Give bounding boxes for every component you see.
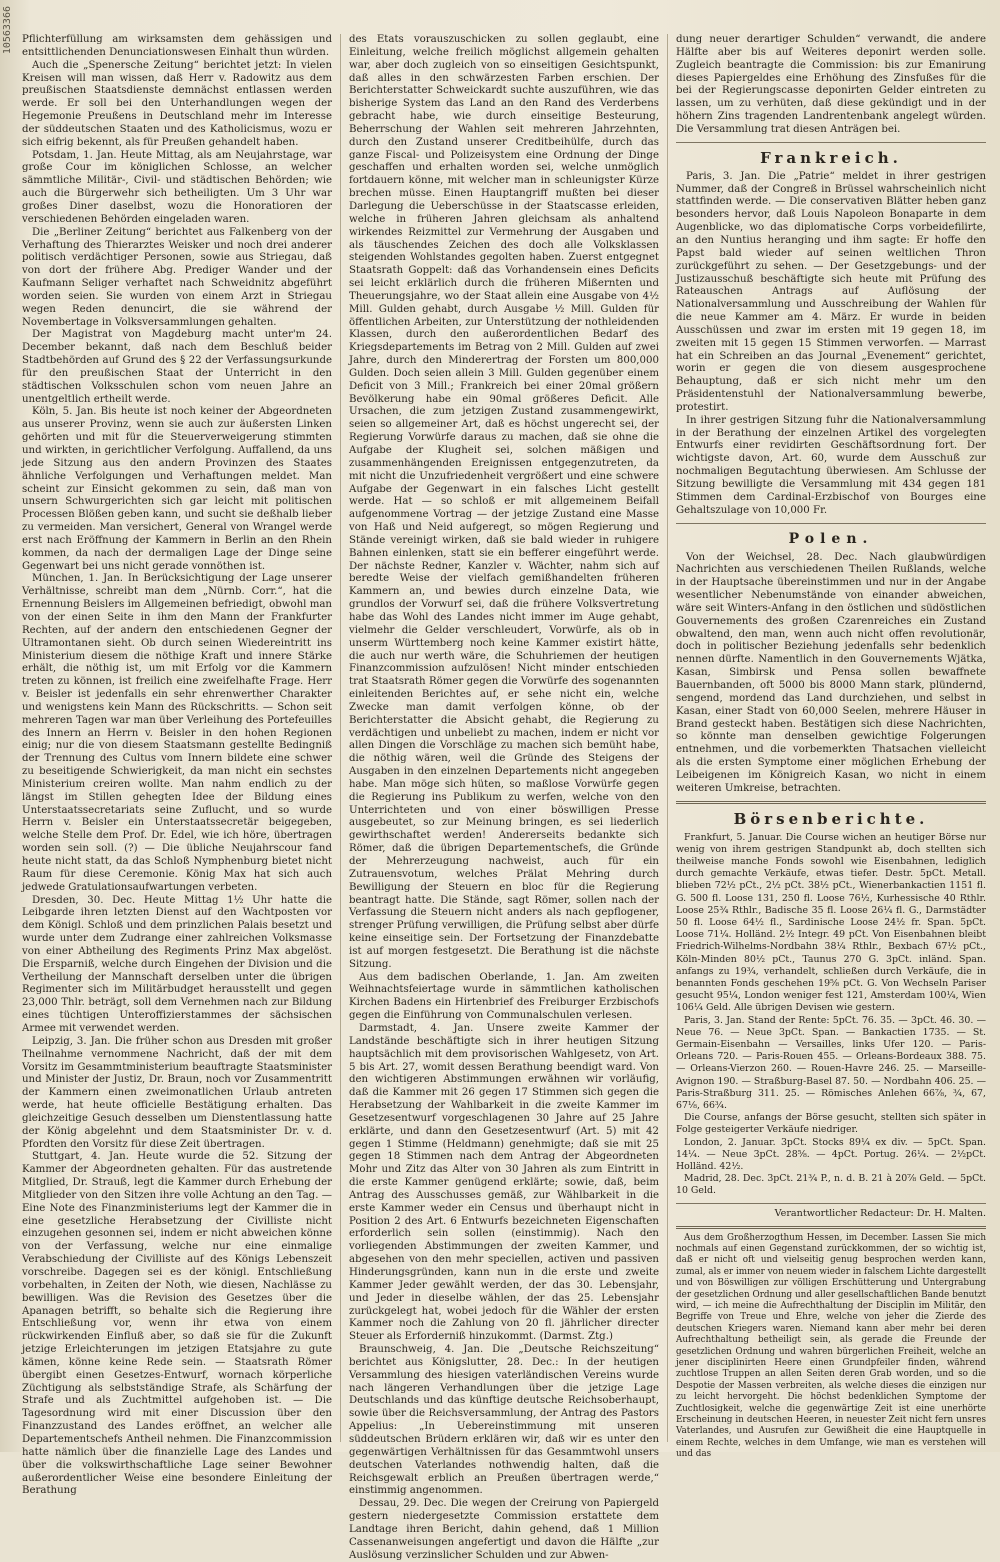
section-rule [676,1203,986,1204]
supplement-article [676,1233,986,1461]
article-paragraph: Köln, 5. Jan. Bis heute ist noch keiner der Abgeordneten aus unserer Provinz, wenn sie auch zur äußersten Linken gehörten und mit für die Steuerverweigerung stimmten und wirkten, in gerichtlicher Verfolgung. Auffallend, da uns jede Sitzung aus den andern Provinzen des Staates ähnliche Verfolgungen und Verhaftungen meldet. Man scheint zur Einsicht gekommen zu sein, daß man von unsern Schwurgerichten sich gar leicht mit politischen Processen Blößen geben kann, und sucht sie deßhalb lieber zu vermeiden. Man versichert, General von Wrangel werde erst nach Eröffnung der Kammern in Berlin an den Rhein kommen, da nach der dermaligen Lage der Dinge seine Gegenwart bei uns nicht gerade vonnöthen ist. [22,406,332,572]
stock-report: London, 2. Januar. 3pCt. Stocks 89¼ ex div. — 5pCt. Span. 14¼. — Neue 3pCt. 28⅝. — 4pCt. Portug. 26¼. — 2½pCt. Holländ. 42½. [676,1136,986,1173]
section-rule [676,801,986,804]
article-paragraph: Stuttgart, 4. Jan. Heute wurde die 52. Sitzung der Kammer der Abgeordneten gehalten. Für das austretende Mitglied, Dr. Strauß, legt die Kammer durch Erhebung der Mitglieder von den Sitzen ihre volle Achtung an den Tag. — Eine Note des Finanzministeriums legt der Kammer die in eine gesetzliche Herabsetzung der Civilliste nicht einzugehen gesonnen sei, indem er nicht abweichen könne von der Verfassung, welche nur eine einmalige Verabschiedung der Civilliste auf des Königs Lebenszeit vorschreibe. Dagegen sei es der königl. Entschließung vorbehalten, in Zeiten der Noth, wie diesen, Nachlässe zu bewilligen. Was die Revision des Gesetzes über die Apanagen betrifft, so behalte sich die Regierung ihre Entschließung vor, wenn ihr etwa von einem rückwirkenden Einfluß aber, so daß sie für die Zukunft jetzige Erleichterungen im jetzigen Etatsjahre zu gute kämen, könne keine Rede sein. — Staatsrath Römer übergibt einen Gesetzes-Entwurf, wornach körperliche Züchtigung als selbstständige Strafe, als Schärfung der Strafe und als Zuchtmittel aufgehoben ist. — Die Tagesordnung wird mit einer Discussion über den Finanzzustand des Landes eröffnet, an welcher alle Departementschefs Antheil nehmen. Die Finanzcommission hatte nämlich über die finanzielle Lage des Landes und über die volkswirthschaftliche Lage seiner Bewohner außerordentlicher Weise eine besondere Einleitung der Berathung [22,1151,332,1497]
section-heading-poland: Polen. [788,530,874,547]
article-paragraph: Pflichterfüllung am wirksamsten dem gehässigen und entsittlichenden Denunciationswesen Einhalt thun würden. [22,34,332,58]
article-paragraph: In ihrer gestrigen Sitzung fuhr die Nationalversammlung in der Berathung der einzelnen Artikel des vorgelegten Entwurfs einer revidirten Geschäftsordnung fort. Der wichtigste davon, Art. 60, wurde dem Ausschuß zur nochmaligen Begutachtung überwiesen. Am Schlusse der Sitzung bewilligte die Versammlung mit 434 gegen 181 Stimmen dem Cardinal-Erzbischof von Bourges eine Gehaltszulage von 10,000 Fr. [676,414,986,516]
article-paragraph: Paris, 3. Jan. Die „Patrie“ meldet in ihrer gestrigen Nummer, daß der Congreß in Brüssel wahrscheinlich nicht stattfinden werde. — Die conservativen Blätter heben ganz besonders hervor, daß Louis Napoleon Bonaparte in dem Augenblicke, wo das diplomatische Corps vorbeidefilirte, an den Nuntius heranging und ihm sagte: Er hoffe den Papst bald wieder auf seinen weltlichen Thron zurückgeführt zu sehen. — Der Gesetzgebungs- und der Justizausschuß beschäftigte sich heute mit Prüfung des Rateauschen Antrags auf Auflösung der Nationalversammlung und Ausschreibung der Wahlen für die neue Kammer am 4. März. Er wurde in beiden Ausschüssen und zwar im ersten mit 19 gegen 18, im zweiten mit 15 gegen 15 Stimmen verworfen. — Marrast hat ein Schreiben an das Journal „Evenement“ gerichtet, worin er gegen die von diesem ausgesprochene Behauptung, daß er sich nicht mehr um den Präsidentenstuhl der Nationalversammlung bewerbe, protestirt. [676,170,986,413]
article-paragraph: des Etats vorauszuschicken zu sollen geglaubt, eine Einleitung, welche freilich möglichst allgemein gehalten war, aber doch zugleich von so einseitigen Gesichtspunkt, daß alles in den schwärzesten Farben erschien. Der Berichterstatter Schweickardt suchte auszuführen, wie das bisherige System das Land an den Rand des Verderbens gebracht habe, wie durch einseitige Besteurung, Beherrschung der Wahlen seit mehreren Jahrzehnten, durch den Zustand unserer Creditbeihülfe, durch das ganze Fiscal- und Polizeisystem eine Ordnung der Dinge geschaffen und erhalten worden sei, welche unmöglich fortdauern könne, mit welcher man in schleunigster Kürze brechen müsse. Einen Hauptangriff mußten bei dieser Darlegung die Ueberschüsse in der Staatscasse erleiden, welche in früheren Jahren gleichsam als anhaltend wirkendes Reizmittel zur Vermehrung der Ausgaben und als täuschendes Zeichen des doch alle Volksklassen steigenden Wohlstandes gegolten haben. Zuerst entgegnet Staatsrath Goppelt: daß das Vorhandensein eines Deficits sei leicht erklärlich durch die früheren Mißernten und Theuerungsjahre, wo der Staat allein eine Ausgabe von 4½ Mill. Gulden gehabt, durch Ausgabe ½ Mill. Gulden für öffentlichen Arbeiten, zur Unterstützung der nothleidenden Klassen, durch den außerordentlichen Bedarf des Kriegsdepartements im Betrag von 2 Mill. Gulden auf zwei Jahre, durch den Minderertrag der Forsten um 800,000 Gulden. Doch seien allein 3 Mill. Gulden gegenüber einem Deficit von 3 Mill.; Frankreich bei einer 20mal größern Bevölkerung habe ein 90mal größeres Deficit. Alle Ursachen, die zum jetzigen Zustand zusammengewirkt, seien so allgemeiner Art, daß es höchst ungerecht sei, der Regierung Vorwürfe daraus zu machen, daß sie ohne die Aufgabe der Klugheit sei, solchen mäßigen und zusammenhängenden Ereignissen entgegenzutreten, da mit nicht die Unzufriedenheit vergrößert und eine schwere Aufgabe der Gegenwart in ein falsches Licht gestellt werde. Hat — so schloß er mit allgemeinem Beifall aufgenommene Vortrag — der jetzige Zustand eine Masse von Haß und Neid aufgeregt, so mögen Regierung und Stände vereinigt wirken, daß sie bald wieder in ruhigere Bahnen einlenken, statt sie ein befferer eingeführt werde. Der nächste Redner, Kanzler v. Wächter, nahm sich auf beredte Weise der vielfach gemißhandelten früheren Kammern an, und bewies durch einzelne Data, wie grundlos der Vorwurf sei, daß die frühere Volksvertretung habe das Wohl des Landes nicht immer im Auge gehabt, vielmehr die Gelder verschleudert, Vorwürfe, als ob in unserm Württemberg noch keine Kammer existirt hätte, die auch nur werth wäre, die Schuhriemen der heutigen Finanzcommission aufzulösen! Nicht minder entschieden trat Staatsrath Römer gegen die Vorwürfe des sogenannten einleitenden Berichtes auf, er sehe nicht ein, welche Zwecke man damit verfolgen könne, ob der Berichterstatter die Absicht gehabt, die Regierung zu verdächtigen und unbeliebt zu machen, indem er nicht vor allen Dingen die Vorschläge zu machen sich bemüht habe, die nöthig wären, weil die Gründe des Steigens der Ausgaben in den einzelnen Departements nicht angegeben habe. Man möge sich hüten, so maßlose Vorwürfe gegen die Regierung ins Publikum zu werfen, welche von den Unterrichteten und von einer böswilligen Presse ausgebeutet, so zur Meinung bringen, es sei liederlich gewirthschaftet werden! Andererseits bedankte sich Römer, daß die übrigen Departementschefs, die Gründe der Mehrerzeugung nachweist, auch für ein Zutrauensvotum, welches Prälat Mehring durch Bewilligung der Steuern en bloc für die Regierung beantragt hatte. Die Stände, sagt Römer, sollen nach der Verfassung die Steuern nicht anders als nach gepflogener, strenger Prüfung verwilligen, die Prüfung selbst aber dürfe keine einseitige sein. Der Fortsetzung der Finanzdebatte ist auf morgen festgesetzt. Die Berathung ist die nächste Sitzung. [349,34,659,970]
article-paragraph: Aus dem Großherzogthum Hessen, im December. Lassen Sie mich nochmals auf einen Gegenstand zurückkommen, der so wichtig ist, daß er nicht oft und vielseitig genug besprochen werden kann, zumal, als er immer von neuem wieder in falschem Lichte dargestellt und von Böswilligen zur völligen Erschütterung und Untergrabung der gesetzlichen Ordnung und aller gesellschaftlichen Bande benutzt wird, — ich meine die Aufrechthaltung der Disciplin im Militär, den Begriffe von Treue und Ehre, welche von jeher die Zierde des deutschen Kriegers waren. Niemand kann aber mehr bei deren Aufrechthaltung betheiligt sein, als gerade die Freunde der gesetzlichen Ordnung und wahren bürgerlichen Freiheit, welche an jener disciplinirten Heere einen Grundpfeiler finden, während zuchtlose Truppen an allen Seiten deren Grab worden, und so die Despotie der Massen verbreiten, als welche dieses die einzigen nur zu leicht hervorgeht. Die höchst bedenklichen Symptome der Zuchtlosigkeit, welche die gegenwärtige Zeit ist eine unerhörte Erscheinung in deutschen Heeren, in neuester Zeit nicht fern unsres Vaterlandes, und Ausrufen zur Gewißheit die eine Hauptquelle in einem Rechte, welches in dem Umfange, wie man es verstehen will und das [676,1232,986,1460]
section-rule [676,142,986,143]
stock-report: Paris, 3. Jan. Stand der Rente: 5pCt. 76. 35. — 3pCt. 46. 30. — Neue 76. — Neue 3pCt. Span. — Bankactien 1735. — St. Germain-Eisenbahn — Versailles, links Ufer 120. — Paris-Orleans 720. — Paris-Rouen 455. — Orleans-Bordeaux 388. 75. — Orleans-Vierzon 260. — Rouen-Havre 246. 25. — Marseille-Avignon 190. — Straßburg-Basel 87. 50. — Nordbahn 406. 25. — Paris-Straßburg 311. 25. — Römisches Anlehen 66⅞, ¾, 67, 67⅛, 66¾. [676,1014,986,1112]
column-3 [667,34,986,1460]
stock-reports [676,832,986,1198]
column-1 [22,34,332,1497]
page-id: 10563366 [2,6,13,55]
article-paragraph: Dessau, 29. Dec. Die wegen der Creirung von Papiergeld gestern niedergesetzte Commission erstattete dem Landtage ihren Bericht, dahin gehend, daß 1 Million Cassenanweisungen angefertigt und davon die Hälfte „zur Auslösung verzinslicher Schulden und zur Abwen- [349,1498,659,1561]
article-paragraph: Braunschweig, 4. Jan. Die „Deutsche Reichszeitung“ berichtet aus Königslutter, 28. Dec.: In der heutigen Versammlung des hiesigen vaterländischen Vereins wurde nach längeren Verhandlungen über die jetzige Lage Deutschlands und das künftige deutsche Reichsoberhaupt, sowie über die Reichsversammlung, der Antrag des Pastors Appelius: „In Uebereinstimmung mit unseren süddeutschen Brüdern erklären wir, daß wir es unter den gegenwärtigen Verhältnissen für das Gesammtwohl unsers deutschen Vaterlandes nothwendig halten, daß die Reichsgewalt erblich an Preußen übertragen werde,“ einstimmig angenommen. [349,1344,659,1497]
editor-line: Verantwortlicher Redacteur: Dr. H. Malten. [774,1207,986,1219]
article-paragraph: München, 1. Jan. In Berücksichtigung der Lage unserer Verhältnisse, schreibt man dem „Nürnb. Corr.“, hat die Ernennung Beislers im Allgemeinen befriedigt, obwohl man von der einen Seite in ihm den Mann der Frankfurter Rechten, auf der andern den entschiedenen Gegner der Ultramontanen sieht. Ob durch seinen Wiedereintritt ins Ministerium diesem die nöthige Kraft und innere Stärke erhält, die nöthig ist, um mit Erfolg vor die Kammern treten zu können, ist freilich eine zweifelhafte Frage. Herr v. Beisler ist jedenfalls ein sehr ehrenwerther Charakter und wenigstens kein Mann des Rückschritts. — Schon seit mehreren Tagen war man über Verleihung des Portefeuilles des Innern an Herrn v. Beisler in den hohen Regionen einig; nur die von diesem Staatsmann gestellte Bedingniß der Trennung des Cultus vom Innern bildete eine schwer zu beseitigende Schwierigkeit, da man nicht ein sechstes Ministerium creiren wollte. Man nahm endlich zu der längst im Stillen gehegten Idee der Bildung eines Unterstaatssecretariats seine Zuflucht, und so wurde Herrn v. Beisler ein Unterstaatssecretär beigegeben, welche Stelle dem Prof. Dr. Edel, wie ich höre, übertragen worden sein soll. (?) — Die übliche Neujahrscour fand heute nicht statt, da das Schloß Nymphenburg bietet nicht Raum für diese Ceremonie. König Max hat sich auch jedwede Gratulationsaufwartungen verbeten. [22,573,332,893]
section-rule [676,1226,986,1229]
stock-report: Madrid, 28. Dec. 3pCt. 21¾ P., n. d. B. 21 à 20⅞ Geld. — 5pCt. 10 Geld. [676,1173,986,1197]
article-paragraph: Leipzig, 3. Jan. Die früher schon aus Dresden mit großer Theilnahme vernommene Nachricht, daß der mit dem Vorsitz im Gesammtministerium beauftragte Staatsminister und Minister der Justiz, Dr. Braun, noch vor Zusammentritt der Kammern einen zweimonatlichen Urlaub antreten werde, hat heute officielle Bestätigung erhalten. Das gleichzeitige Gesuch desselben um Dienstentlassung hatte der König abgelehnt und dem Staatsminister Dr. v. d. Pfordten den Vorsitz für diese Zeit übertragen. [22,1035,332,1150]
article-paragraph: Auch die „Spenersche Zeitung“ berichtet jetzt: In vielen Kreisen will man wissen, daß Herr v. Radowitz aus dem preußischen Staatsdienste demnächst entlassen werden werde. Er soll bei den Unterhandlungen wegen der Hegemonie Preußens in Deutschland mehr im Interesse der süddeutschen Staaten und des Katholicismus, wozu er sich eifrig bekennt, als für Preußen gehandelt haben. [22,59,332,148]
article-paragraph: dung neuer derartiger Schulden“ verwandt, die andere Hälfte aber bis auf Weiteres deponirt werden solle. Zugleich beantragte die Commission: bis zur Emanirung dieses Papiergeldes eine Erhöhung des Zinsfußes für die bei der Regierungscasse deponirten Gelder eintreten zu lassen, um zu verhüten, daß diese gekündigt und in der höhern Zins tragenden Landrentenbank angelegt würden. Die Versammlung trat diesen Anträgen bei. [676,34,986,135]
section-heading-france: Frankreich. [760,148,902,167]
article-paragraph: Dresden, 30. Dec. Heute Mittag 1½ Uhr hatte die Leibgarde ihren letzten Dienst auf den Wachtposten vor dem Königl. Schloß und dem prinzlichen Palais besetzt und wurde unter dem Zudrange einer zahlreichen Volksmasse von einer Abtheilung des Regiments Prinz Max abgelöst. Die Ersparniß, welche durch Eingehen der Division und die Vertheilung der Mannschaft derselben unter die übrigen Regimenter sich im Militärbudget herausstellt und gegen 23,000 Thlr. beträgt, soll dem Vernehmen nach zur Bildung eines tüchtigen Unteroffizierstammes der sächsischen Armee mit verwendet werden. [22,894,332,1034]
section-heading-boerse: Börsenberichte. [733,809,929,828]
stock-report: Die Course, anfangs der Börse gesucht, stellten sich später in Folge gesteigerter Verkäufe niedriger. [676,1112,986,1136]
article-paragraph: Potsdam, 1. Jan. Heute Mittag, als am Neujahrstage, war große Cour im königlichen Schlosse, an welcher sämmtliche Militär-, Civil- und städtischen Behörden; wie auch die Bürgerwehr sich betheiligten. Um 3 Uhr war großes Diner daselbst, wozu die Honoratioren der verschiedenen Behörden eingeladen waren. [22,149,332,225]
columns [22,34,986,1561]
article-paragraph: Die „Berliner Zeitung“ berichtet aus Falkenberg von der Verhaftung des Thierarztes Weisker und noch drei anderer politisch verdächtiger Personen, sowie aus Striegau, daß von dort der frühere Abg. Prediger Wander und der Kaufmann Seliger verhaftet nach Schweidnitz abgeführt worden seien. Sie wurden von einem Arzt in Striegau wegen Reden denuncirt, die sie während der Novembertage in Volksversammlungen gehalten. [22,226,332,328]
article-paragraph: Von der Weichsel, 28. Dec. Nach glaubwürdigen Nachrichten aus verschiedenen Theilen Rußlands, welche in der Hauptsache übereinstimmen und nur in der Angabe wesentlicher Nebenumstände von einander abweichen, wäre seit Winters-Anfang in den östlichen und südöstlichen Gouvernements des großen Czarenreiches ein Zustand obwaltend, den man, wenn auch nicht offen revolutionär, doch in politischer Beziehung jedenfalls sehr bedenklich nennen dürfte. Namentlich in den Gouvernements Wjätka, Kasan, Simbirsk und Pensa sollen bewaffnete Bauernbanden, oft 5000 bis 8000 Mann stark, plündernd, sengend, mordend das Land durchziehen, und selbst in Kasan, einer Stadt von 60,000 Seelen, mehrere Häuser in Brand gesteckt haben. Bestätigen sich diese Nachrichten, so könnte man denselben gewichtige Folgerungen entnehmen, und die vorbemerkten Thatsachen vielleicht als die ersten Symptome einer möglichen Erhebung der Leibeigenen im Königreich Kasan, wo nicht in einem weiteren Umkreise, betrachten. [676,551,986,794]
section-rule [676,523,986,524]
article-paragraph: Aus dem badischen Oberlande, 1. Jan. Am zweiten Weihnachtsfeiertage wurde in sämmtlichen katholischen Kirchen Badens ein Hirtenbrief des Freiburger Erzbischofs gegen die Einführung von Communalschulen verlesen. [349,971,659,1022]
article-paragraph: Der Magistrat von Magdeburg macht unter'm 24. December bekannt, daß nach dem Beschluß beider Stadtbehörden auf Grund des § 22 der Verfassungsurkunde für den preußischen Staat der Unterricht in den städtischen Volksschulen schon vom neuen Jahre an unentgeltlich ertheilt werde. [22,329,332,405]
article-paragraph: Darmstadt, 4. Jan. Unsere zweite Kammer der Landstände beschäftigte sich in ihrer heutigen Sitzung hauptsächlich mit dem provisorischen Wahlgesetz, von Art. 5 bis Art. 27, womit dessen Berathung beendigt ward. Von den wichtigeren Abstimmungen erwähnen wir vorläufig, daß die Kammer mit 26 gegen 17 Stimmen sich gegen die Herabsetzung der Wahlbarkeit in die zweite Kammer im Gesetzesentwurf vorgeschlagenen 30 Jahre auf 25 Jahre erklärte, und dann den Gesetzesentwurf (Art. 5) mit 42 gegen 1 Stimme (Heldmann) genehmigte; daß sie mit 25 gegen 18 Stimmen nach dem Antrag der Abgeordneten Mohr und Zitz das Alter von 30 Jahren als zum Eintritt in die erste Kammer genügend erklärte; sowie, daß, beim Antrag des Ausschusses gemäß, zur Wählbarkeit in die erste Kammer weder ein Census und überhaupt nicht in Position 2 des Art. 6 Entwurfs bezeichneten Eigenschaften erforderlich sein sollen (einstimmig). Nach den vorliegenden Abstimmungen der zweiten Kammer, und abgesehen von den mehr speciellen, activen und passiven Hinderungsgründen, kann nun in die erste und zweite Kammer Jeder gewählt werden, der das 30. Lebensjahr, und Jeder in dieselbe wählen, der das 25. Lebensjahr zurückgelegt hat, wobei jedoch für die Wähler der ersten Kammer noch die Zahlung von 20 fl. jährlicher directer Steuer als Erforderniß hinzukommt. (Darmst. Ztg.) [349,1022,659,1343]
stock-report: Frankfurt, 5. Januar. Die Course wichen an heutiger Börse nur wenig von ihrem gestrigen Standpunkt ab, doch stellten sich theilweise manche Fonds sowohl wie Eisenbahnen, lediglich durch gemachte Verkäufe, etwas tiefer. Destr. 5pCt. Metall. blieben 72½ pCt., 2½ pCt. 38½ pCt., Wienerbankactien 1151 fl. G. 500 fl. Loose 131, 250 fl. Loose 76½, Kurhessische 40 Rthlr. Loose 25¾ Rthlr., Badische 35 fl. Loose 26¼ fl. G., Darmstädter 50 fl. Loose 64½ fl., Sardinische Loose 24½ fr. Span. 5pCt. Loose 71¼. Holländ. 2½ Integr. 49 pCt. Von Eisenbahnen bleibt Friedrich-Wilhelms-Nordbahn 38¼ Rthlr., Bexbach 67½ pCt., Köln-Minden 80½ pCt., Taunus 270 G. 3pCt. inländ. Span. anfangs zu 19¾, verhandelt, schließen durch Verkäufe, die in benannten Fonds geschehen 19⅝ pCt. G. Von Wechseln Pariser gesucht 95¼, London weniger fest 121, Amsterdam 100¼, Wien 106¼ Geld. Alle übrigen Devisen wie gestern. [676,831,986,1014]
column-2 [340,34,659,1561]
